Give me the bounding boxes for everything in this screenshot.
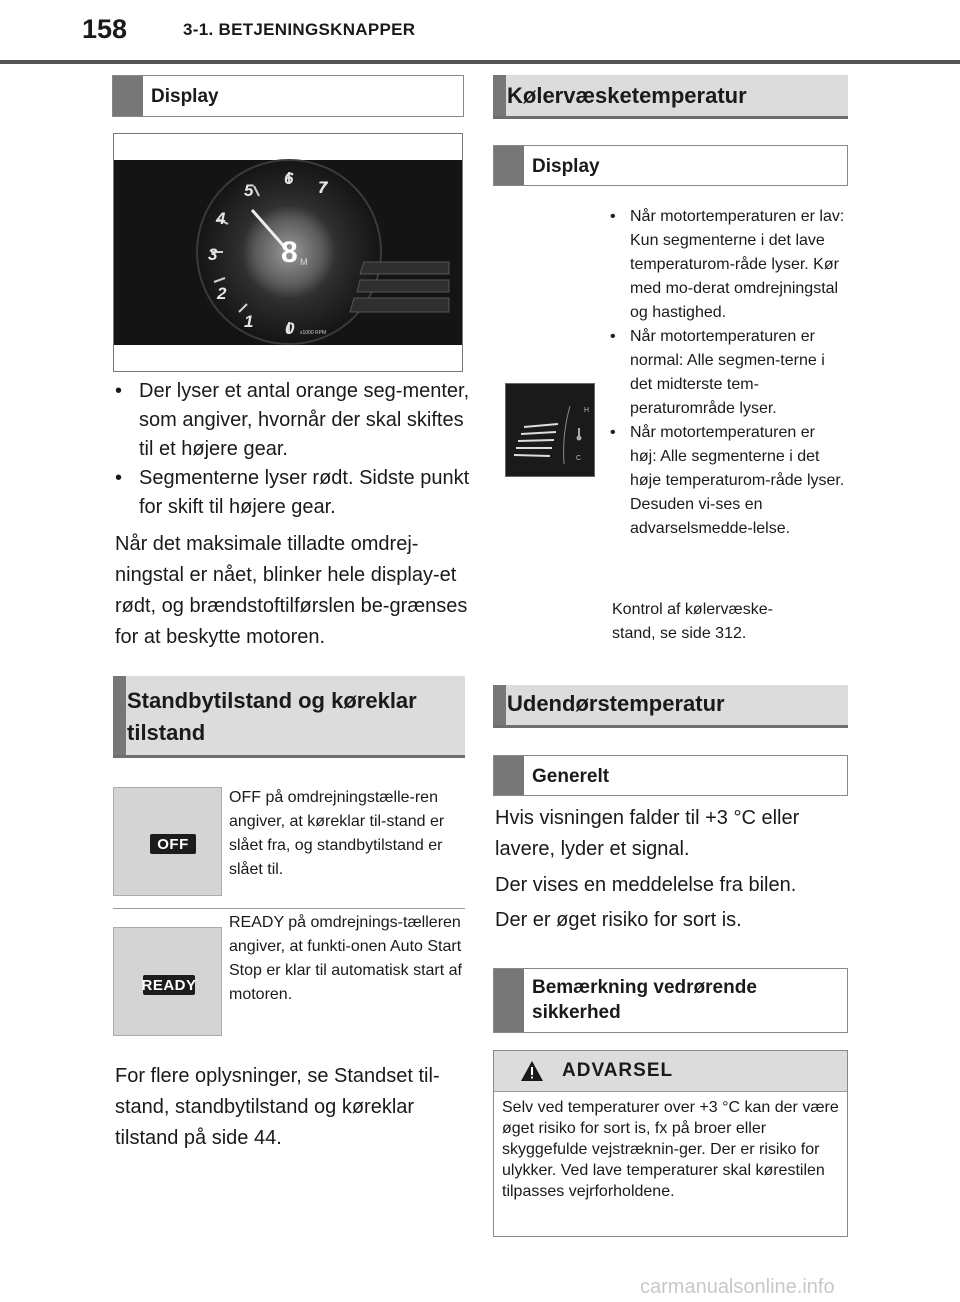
chapter-title: 3-1. BETJENINGSKNAPPER (183, 20, 416, 39)
off-thumbnail (113, 787, 222, 896)
ready-description: READY på omdrejnings-tælleren angiver, at funkti-onen Auto Start Stop er klar til automatisk start af motoren. (229, 914, 462, 1003)
heading-bar (113, 676, 126, 755)
warning-title: ADVARSEL (562, 1060, 674, 1081)
list-item: • Når motortemperaturen er høj: Alle segmenterne i det høje temperaturom-råde lyser. Desuden vi-ses en advarselsmedde-lelse. (610, 421, 846, 541)
tacho-number: 4 (216, 209, 226, 228)
outdoor-para-2: Der vises en meddelelse fra bilen. (495, 874, 797, 896)
off-indicator: OFF (150, 834, 196, 854)
divider (113, 908, 465, 909)
list-item: • Segmenterne lyser rødt. Sidste punkt for skift til højere gear. (115, 464, 470, 522)
gauge-low-label: C (576, 455, 582, 462)
standby-heading-label: Standbytilstand og køreklar tilstand (127, 688, 417, 745)
warning-triangle-icon (520, 1060, 544, 1082)
outdoor-heading-label: Udendørstemperatur (507, 691, 725, 716)
tacho-bullets (115, 377, 470, 522)
safety-heading-label: Bemærkning vedrørende sikkerhed (532, 977, 757, 1023)
coolant-note: Kontrol af kølervæske-stand, se side 312. (612, 601, 773, 642)
ready-indicator: READY (141, 976, 197, 994)
watermark: carmanualsonline.info (640, 1276, 835, 1298)
warning-body: Selv ved temperaturer over +3 °C kan der være øget risiko for sort is, fx på broer eller skyggefulde vejstræknin-ger. Der er risiko for ulykker. Ved lave temperaturer skal kørestilen tilpasses vejrforholdene. (502, 1099, 839, 1200)
tachometer-figure (113, 133, 463, 372)
coolant-gauge-image (506, 384, 594, 476)
warning-box (493, 1050, 848, 1237)
tacho-number: 0 (285, 319, 295, 338)
tacho-number: 1 (244, 312, 254, 331)
display-heading-right (493, 145, 848, 186)
coolant-heading-label: Kølervæsketemperatur (507, 83, 747, 108)
gauge-high-label: H (584, 407, 590, 414)
coolant-bullets (610, 205, 846, 541)
off-description: OFF på omdrejningstælle-ren angiver, at køreklar til-stand er slået fra, og standbytilstand er slået til. (229, 789, 445, 878)
list-item: • Når motortemperaturen er lav: Kun segmenterne i det lave temperaturom-råde lyser. Kør med mo-derat omdrejningstal og hastighed. (610, 205, 846, 325)
page-number: 158 (82, 14, 128, 44)
heading-bar (494, 969, 524, 1032)
tacho-number: 7 (318, 178, 328, 197)
heading-bar (493, 685, 506, 725)
general-heading (493, 755, 848, 796)
outdoor-para-1: Hvis visningen falder til +3 °C eller lavere, lyder et signal. (495, 807, 800, 860)
outdoor-para-3: Der er øget risiko for sort is. (495, 909, 742, 931)
list-item: • Når motortemperaturen er normal: Alle segmen-terne i det midterste tem-peraturområde lyser. (610, 325, 846, 421)
standby-heading (113, 676, 465, 758)
display-heading-left (112, 75, 464, 117)
safety-heading (493, 968, 848, 1033)
tacho-number: 3 (208, 245, 218, 264)
coolant-heading (493, 75, 848, 119)
tacho-number: 2 (217, 284, 227, 303)
gear-indicator: 8 (281, 236, 298, 269)
list-item: • Der lyser et antal orange seg-menter, som angiver, hvornår der skal skiftes til et højere gear. (115, 377, 470, 464)
heading-bar (494, 146, 524, 185)
coolant-gauge-figure (505, 383, 595, 477)
heading-bar (113, 76, 143, 116)
display-heading-label: Display (151, 86, 219, 107)
tacho-number: 6 (284, 169, 294, 188)
rpm-unit: x1000 RPM (300, 330, 327, 336)
ready-thumbnail (113, 927, 222, 1036)
general-heading-label: Generelt (532, 766, 610, 787)
tachometer-image (114, 134, 462, 371)
tacho-side-panels (350, 262, 449, 312)
more-info-paragraph: For flere oplysninger, se Standset til-stand, standbytilstand og køreklar tilstand på side 44. (115, 1065, 440, 1149)
display-heading-label: Display (532, 156, 600, 177)
heading-bar (494, 756, 524, 795)
warning-header (494, 1051, 847, 1092)
outdoor-heading (493, 685, 848, 728)
rpm-limit-paragraph: Når det maksimale tilladte omdrej-ningstal er nået, blinker hele display-et rødt, og brændstoftilførslen be-grænses for at beskytte motoren. (115, 533, 468, 648)
heading-bar (493, 75, 506, 116)
header-rule (0, 60, 960, 64)
mode-indicator: M (300, 257, 308, 267)
tacho-number: 5 (244, 181, 254, 200)
